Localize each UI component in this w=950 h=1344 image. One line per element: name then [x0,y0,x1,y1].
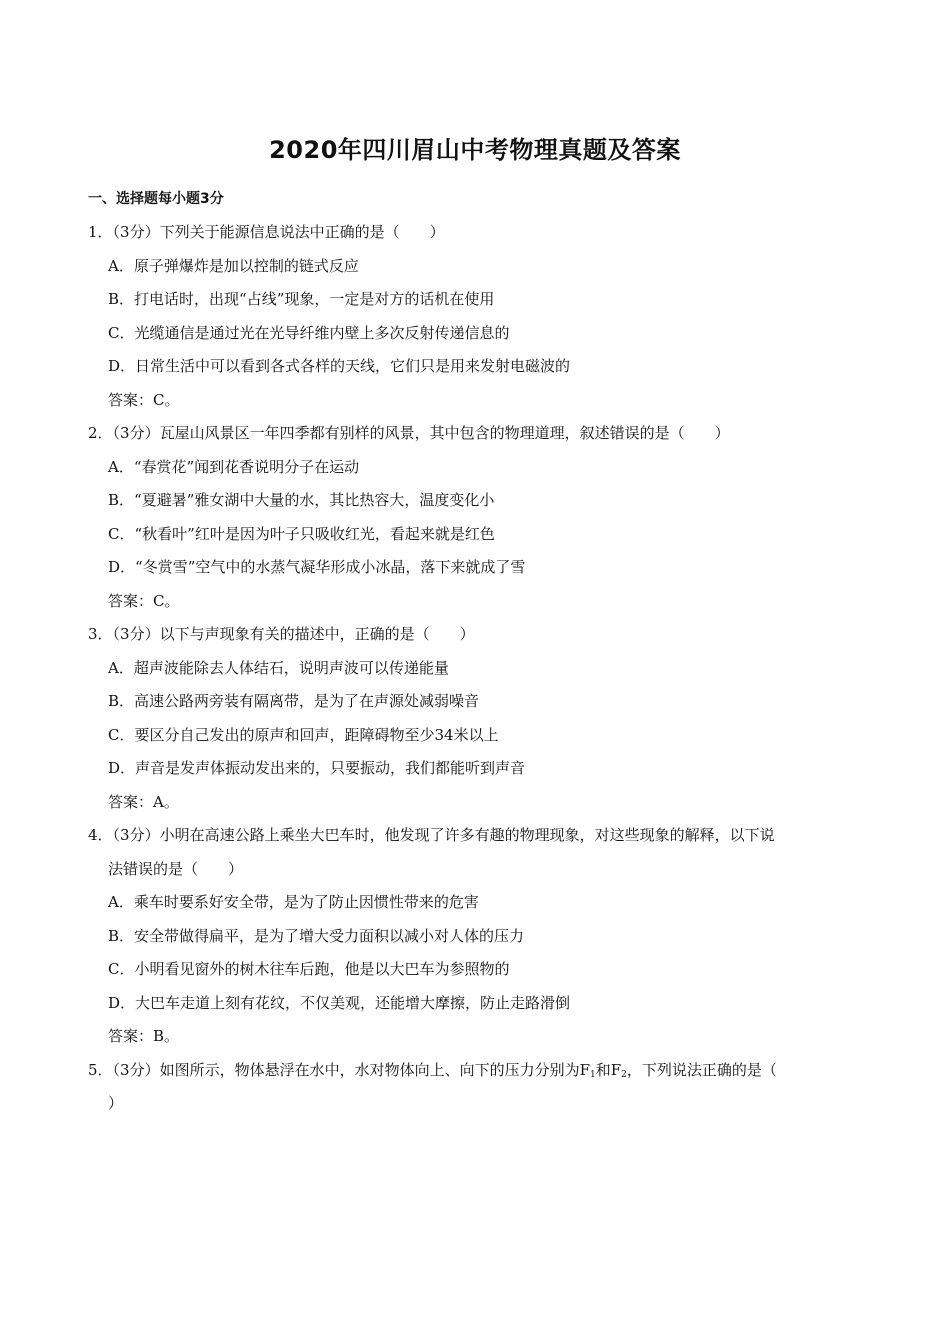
option-d: D．日常生活中可以看到各式各样的天线，它们只是用来发射电磁波的 [108,357,571,375]
option-c: C．小明看见窗外的树木往车后跑，他是以大巴车为参照物的 [108,960,510,978]
question-stem-continued: 法错误的是（ ） [108,859,244,878]
answer: 答案：B。 [108,1027,180,1045]
option-c: C．要区分自己发出的原声和回声，距障碍物至少34米以上 [108,725,499,744]
option-b: B．打电话时，出现“占线”现象，一定是对方的话机在使用 [108,290,495,308]
option-b: B．高速公路两旁装有隔离带，是为了在声源处减弱噪音 [108,692,480,710]
page-title: 2020年四川眉山中考物理真题及答案 [269,136,681,164]
option-c: C．“秋看叶”红叶是因为叶子只吸收红光，看起来就是红色 [108,524,495,543]
option-b: B．安全带做得扁平，是为了增大受力面积以减小对人体的压力 [108,926,525,945]
question-stem [88,1054,868,1088]
question-3 [88,618,868,819]
answer: 答案：C。 [108,591,180,610]
answer: 答案：C。 [108,390,180,409]
option-a: A．乘车时要系好安全带，是为了防止因惯性带来的危害 [108,893,479,911]
question-stem: 4．（3分）小明在高速公路上乘坐大巴车时，他发现了许多有趣的物理现象，对这些现象的解释，以下说 [88,826,775,844]
stem-text-c: ，下列说法正确的是（ [626,1060,777,1079]
stem-text-b: 和F [595,1060,622,1079]
question-4 [88,819,868,1054]
option-c: C．光缆通信是通过光在光导纤维内壁上多次反射传递信息的 [108,323,510,342]
question-stem-continued: ） [108,1094,124,1112]
question-stem: 2．（3分）瓦屋山风景区一年四季都有别样的风景，其中包含的物理道理，叙述错误的是（ ） [88,424,730,442]
question-stem: 1．（3分）下列关于能源信息说法中正确的是（ ） [88,223,445,241]
section-heading: 一、选择题每小题3分 [88,191,224,207]
question-5 [88,1054,868,1121]
question-stem: 3．（3分）以下与声现象有关的描述中，正确的是（ ） [88,625,475,643]
option-d: D．声音是发声体振动发出来的，只要振动，我们都能听到声音 [108,759,526,777]
option-a: A．超声波能除去人体结石，说明声波可以传递能量 [108,658,449,677]
answer: 答案：A。 [108,792,179,811]
option-b: B．“夏避暑”雅女湖中大量的水，其比热容大，温度变化小 [108,491,495,509]
option-a: A．“春赏花”闻到花香说明分子在运动 [108,457,360,476]
question-2 [88,417,868,618]
stem-text-a: 5．（3分）如图所示，物体悬浮在水中，水对物体向上、向下的压力分别为F [88,1060,590,1079]
option-d: D．大巴车走道上刻有花纹，不仅美观，还能增大摩擦，防止走路滑倒 [108,993,571,1012]
question-list [88,216,868,1121]
question-1 [88,216,868,417]
subscript-2: 2 [621,1069,627,1080]
subscript-1: 1 [590,1069,596,1080]
option-a: A．原子弹爆炸是加以控制的链式反应 [108,256,359,275]
option-d: D．“冬赏雪”空气中的水蒸气凝华形成小冰晶，落下来就成了雪 [108,558,526,576]
